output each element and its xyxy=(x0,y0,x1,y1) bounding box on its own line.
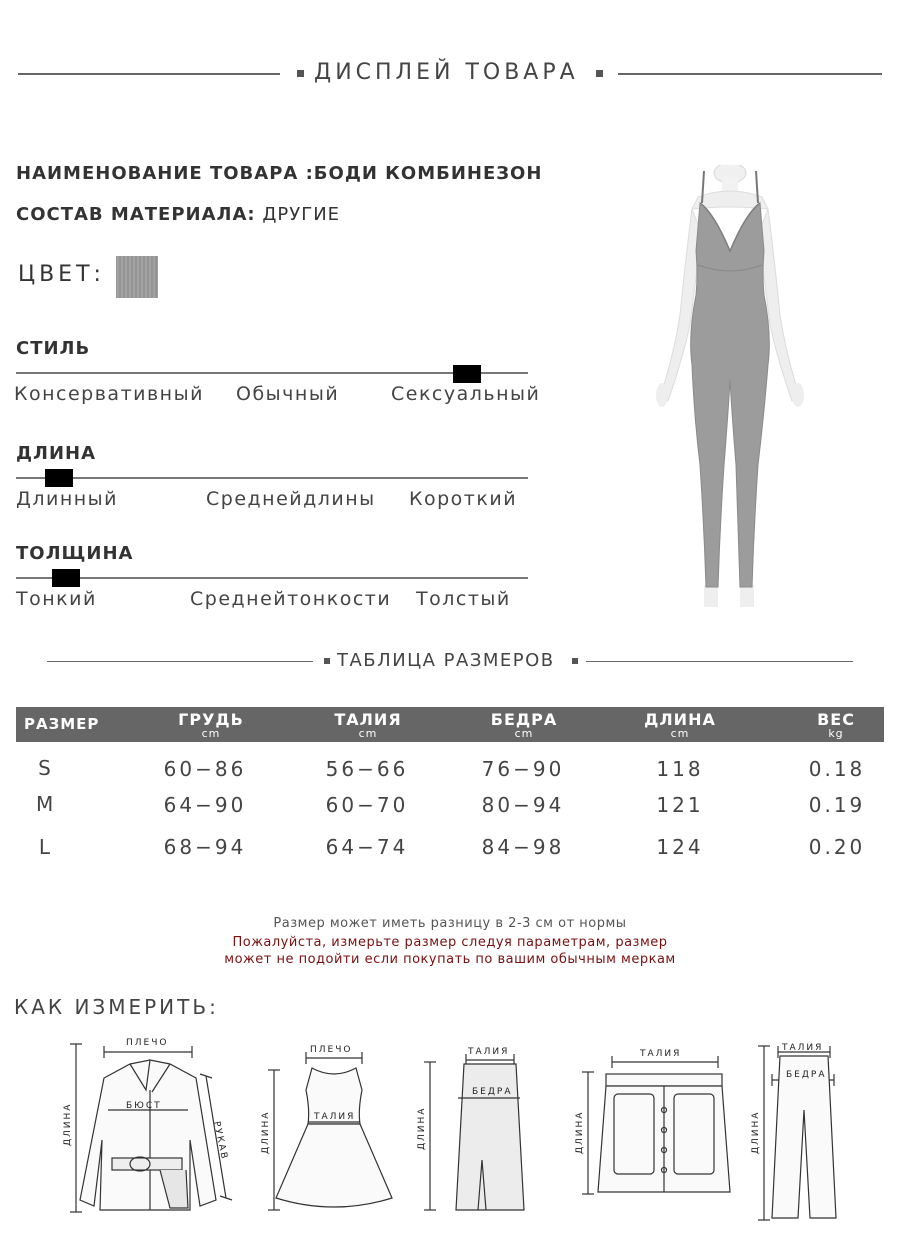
dress-length-label: ДЛИНА xyxy=(261,1110,271,1154)
table-title-line-left xyxy=(47,661,313,662)
measure-diagrams xyxy=(0,1030,900,1250)
header-size: РАЗМЕР xyxy=(24,715,100,733)
size-note: Размер может иметь разницу в 2-3 см от нормы xyxy=(273,916,627,931)
header-line-left xyxy=(18,73,280,75)
cell-size: M xyxy=(36,792,57,816)
cell-length: 118 xyxy=(656,757,704,781)
dress-shoulder-label: ПЛЕЧО xyxy=(310,1045,353,1055)
length-label-medium: Среднейдлины xyxy=(206,488,376,510)
page-title: ДИСПЛЕЙ ТОВАРА xyxy=(314,60,579,85)
dress-waist-label: ТАЛИЯ xyxy=(314,1112,356,1122)
warning-note-line2: может не подойти если покупать по вашим обычным меркам xyxy=(224,952,676,967)
thickness-label-thin: Тонкий xyxy=(16,588,97,610)
cell-size: L xyxy=(38,835,54,859)
style-marker xyxy=(453,365,481,383)
style-label-conservative: Консервативный xyxy=(14,383,204,405)
style-title: СТИЛЬ xyxy=(16,338,91,359)
shorts-diagram xyxy=(582,1056,730,1194)
length-title: ДЛИНА xyxy=(16,443,97,464)
thickness-label-medium: Среднейтонкости xyxy=(190,588,392,610)
header-line-right xyxy=(618,73,882,75)
cell-weight: 0.19 xyxy=(808,793,866,817)
cell-hips: 80−94 xyxy=(481,793,565,817)
size-table-title: ТАБЛИЦА РАЗМЕРОВ xyxy=(337,650,555,671)
cell-weight: 0.18 xyxy=(808,757,866,781)
jacket-bust-label: БЮСТ xyxy=(126,1101,162,1111)
skirt-length-label: ДЛИНА xyxy=(417,1106,427,1150)
cell-chest: 60−86 xyxy=(163,757,247,781)
jumpsuit xyxy=(691,171,770,587)
style-label-sexy: Сексуальный xyxy=(391,383,541,405)
cell-chest: 64−90 xyxy=(163,793,247,817)
thickness-label-thick: Толстый xyxy=(416,588,511,610)
cell-size: S xyxy=(38,756,54,780)
product-name-value: БОДИ КОМБИНЕЗОН xyxy=(313,163,543,184)
header-waist: ТАЛИЯ cm xyxy=(334,710,402,740)
skirt-hips-label: БЕДРА xyxy=(472,1087,513,1097)
cell-length: 121 xyxy=(656,793,704,817)
length-label-long: Длинный xyxy=(16,488,119,510)
table-title-line-right xyxy=(586,661,853,662)
color-swatch xyxy=(116,256,158,298)
measure-title: КАК ИЗМЕРИТЬ: xyxy=(14,995,219,1019)
color-label: ЦВЕТ: xyxy=(18,262,105,287)
style-scale-line xyxy=(16,372,528,374)
header-length: ДЛИНА cm xyxy=(644,710,716,740)
trousers-length-label: ДЛИНА xyxy=(751,1110,761,1154)
size-table-header xyxy=(16,707,884,742)
jacket-sleeve-label: РУКАВ xyxy=(211,1120,230,1162)
product-material xyxy=(16,204,340,225)
product-photo xyxy=(640,165,820,610)
warning-note-line1: Пожалуйста, измерьте размер следуя параметрам, размер xyxy=(232,935,668,950)
length-marker xyxy=(45,469,73,487)
cell-waist: 56−66 xyxy=(325,757,409,781)
jacket-diagram xyxy=(70,1044,232,1212)
cell-waist: 64−74 xyxy=(325,835,409,859)
cell-chest: 68−94 xyxy=(163,835,247,859)
skirt-waist-label: ТАЛИЯ xyxy=(468,1047,510,1057)
header-square-right xyxy=(596,70,603,77)
cell-hips: 76−90 xyxy=(481,757,565,781)
table-title-square-right xyxy=(572,658,578,664)
product-name-label: НАИМЕНОВАНИЕ ТОВАРА : xyxy=(16,163,314,184)
thickness-title: ТОЛЩИНА xyxy=(16,543,134,564)
cell-weight: 0.20 xyxy=(808,835,866,859)
shorts-waist-label: ТАЛИЯ xyxy=(640,1049,682,1059)
cell-length: 124 xyxy=(656,835,704,859)
skirt-diagram xyxy=(424,1054,524,1210)
header-square-left xyxy=(297,70,304,77)
material-label: СОСТАВ МАТЕРИАЛА: xyxy=(16,204,256,225)
material-value: ДРУГИЕ xyxy=(262,204,341,225)
jacket-length-label: ДЛИНА xyxy=(63,1102,73,1146)
trousers-hips-label: БЕДРА xyxy=(786,1070,827,1080)
length-scale-line xyxy=(16,477,528,479)
dress-diagram xyxy=(268,1052,392,1210)
style-label-casual: Обычный xyxy=(236,383,340,405)
shorts-length-label: ДЛИНА xyxy=(575,1110,585,1154)
header-hips: БЕДРА cm xyxy=(490,710,558,740)
cell-waist: 60−70 xyxy=(325,793,409,817)
thickness-marker xyxy=(52,569,80,587)
length-label-short: Короткий xyxy=(409,488,518,510)
product-name xyxy=(16,163,542,184)
thickness-scale-line xyxy=(16,577,528,579)
table-title-square-left xyxy=(324,658,330,664)
jacket-shoulder-label: ПЛЕЧО xyxy=(126,1038,169,1048)
header-weight: ВЕС kg xyxy=(817,710,855,740)
trousers-waist-label: ТАЛИЯ xyxy=(782,1043,824,1053)
header-chest: ГРУДЬ cm xyxy=(178,710,244,740)
cell-hips: 84−98 xyxy=(481,835,565,859)
